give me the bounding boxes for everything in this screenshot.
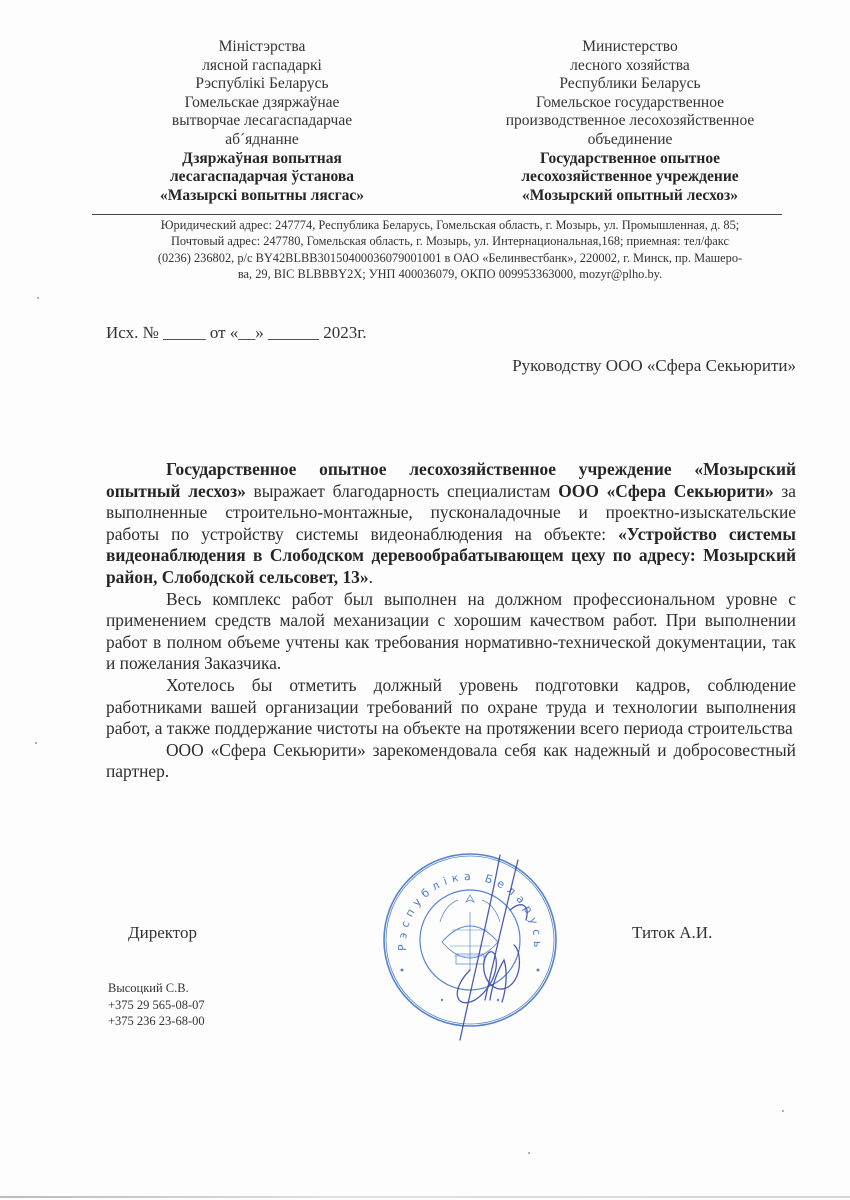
letterhead-line: производственное лесохозяйственное bbox=[505, 112, 755, 130]
body-paragraph: Весь комплекс работ был выполнен на должном профессиональном уровне с применением средств малой механизации с хорошим качеством работ. При выполнении работ в полном объеме учтены как требования нормативно-технической документации, так и пожелания Заказчика. bbox=[106, 588, 796, 674]
bold-text: ООО «Сфера Секьюрити» bbox=[558, 480, 774, 501]
body-paragraph: Хотелось бы отметить должный уровень подготовки кадров, соблюдение работниками вашей организации требований по охране труда и технологии выполнения работ, а также поддержание чистоты на объекте на протяжении всего периода строительства bbox=[106, 674, 796, 739]
body-text: выражает благодарность специалистам bbox=[245, 480, 559, 501]
letterhead-line: Гомельское государственное bbox=[535, 93, 725, 111]
letter-body bbox=[106, 459, 796, 783]
address-line: Почтовый адрес: 247780, Гомельская область, г. Мозырь, ул. Интернациональная,168; приемная: тел/факс bbox=[170, 234, 729, 249]
body-text: за выполненные строительно-монтажные, пусконаладочные и проектно-изыскательские работы по устройству системы видеонаблюдения на объекте: bbox=[106, 480, 796, 544]
page-bottom-edge bbox=[0, 1196, 850, 1198]
letterhead-line: объединение bbox=[587, 130, 673, 148]
scan-speck bbox=[528, 1152, 530, 1154]
contact-phone: +375 29 565-08-07 bbox=[108, 997, 205, 1012]
letterhead-line: Министерство bbox=[582, 38, 678, 55]
addressee: Руководству ООО «Сфера Секьюрити» bbox=[512, 356, 796, 375]
letterhead-line: Республики Беларусь bbox=[559, 75, 701, 93]
scan-speck bbox=[782, 1110, 784, 1112]
scan-speck bbox=[37, 297, 39, 299]
signatory-name: Титок А.И. bbox=[632, 923, 713, 942]
letterhead-line: Гомельскае дзяржаўнае bbox=[184, 93, 340, 111]
letterhead-belarusian bbox=[112, 38, 412, 205]
bold-text: Государственное опытное лесохозяйственное учреждение «Мозырский опытный лесхоз» bbox=[106, 459, 796, 501]
body-text: . bbox=[368, 566, 373, 587]
organization-name-line: Дзяржаўная вопытная bbox=[182, 149, 342, 167]
signature-icon bbox=[430, 850, 560, 1050]
letterhead-russian bbox=[470, 38, 790, 205]
letterhead-line: лясной гаспадаркі bbox=[202, 56, 322, 74]
contact-phone: +375 236 23-68-00 bbox=[108, 1014, 205, 1028]
stamp-outer-text: Рэспубліка Беларусь bbox=[395, 870, 545, 953]
contact-name: Высоцкий С.В. bbox=[108, 981, 189, 995]
address-line: Юридический адрес: 247774, Республика Беларусь, Гомельская область, г. Мозырь, ул. Промышленная, д. 85; bbox=[160, 218, 740, 232]
address-block bbox=[100, 217, 800, 283]
signatory-title: Директор bbox=[128, 923, 197, 942]
letterhead-line: лесного хозяйства bbox=[570, 56, 690, 74]
organization-name-line: лесохозяйственное учреждение bbox=[521, 168, 739, 186]
scan-speck bbox=[35, 742, 37, 744]
letterhead-divider bbox=[92, 214, 782, 215]
organization-name-line: «Мозырский опытный лесхоз» bbox=[522, 186, 738, 204]
letterhead-line: вытворчае лесагаспадарчае bbox=[171, 112, 353, 130]
contact-block bbox=[108, 980, 205, 1030]
body-paragraph: ООО «Сфера Секьюрити» зарекомендовала себя как надежный и добросовестный партнер. bbox=[106, 739, 796, 782]
address-line: ва, 29, BIC BLBBBY2X; УНП 400036079, ОКПО 009953363000, mozyr@plho.by. bbox=[237, 267, 663, 282]
letterhead-line: Рэспублікі Беларусь bbox=[195, 75, 329, 93]
organization-name-line: «Мазырскі вопытны лясгас» bbox=[159, 186, 365, 204]
organization-name-line: лесагаспадарчая ўстанова bbox=[169, 168, 355, 186]
organization-name-line: Государственное опытное bbox=[540, 149, 720, 167]
bold-text: «Устройство системы видеонаблюдения в Слободском деревообрабатывающем цеху по адресу: Мозырский район, Слободской сельсовет, 13» bbox=[106, 523, 796, 587]
outgoing-reference: Исх. № _____ от «__» ______ 2023г. bbox=[106, 323, 367, 342]
letterhead-line: аб´яднанне bbox=[225, 130, 299, 148]
body-paragraph bbox=[106, 459, 796, 589]
address-line: (0236) 236802, р/с BY42BLBB30150400036079001001 в ОАО «Белинвестбанк», 220002, г. Минск, пр. Машеро- bbox=[157, 250, 743, 265]
letterhead-line: Міністэрства bbox=[218, 38, 306, 55]
